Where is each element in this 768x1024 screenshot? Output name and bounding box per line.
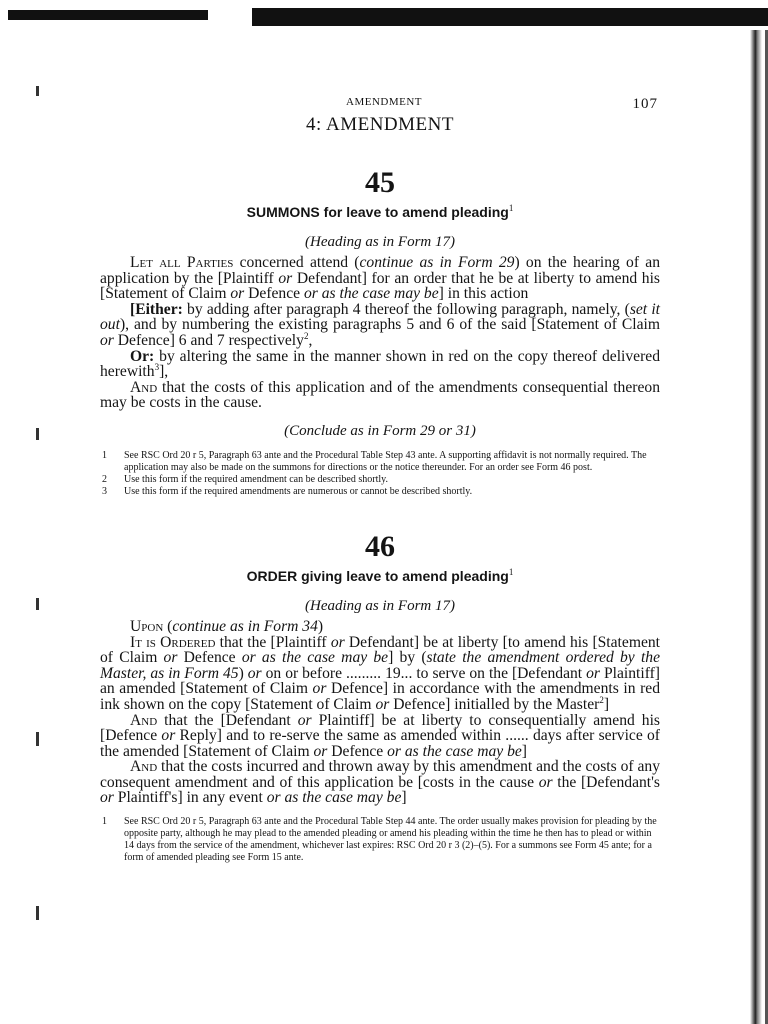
form-45-title-rest: for leave to amend pleading xyxy=(319,204,509,220)
form-45-title xyxy=(100,204,660,222)
scan-mark xyxy=(36,598,39,610)
scan-edge-top xyxy=(252,8,768,26)
form-46-paragraph-2: It is Ordered that the [Plaintiff or Defendant] be at liberty [to amend his [Statement of Claim or Defence or as the case may be] by (state the amendment ordered by the Master, as in Form 45) or on or before ......... 19... to serve on the [Defendant or Plaintiff] an amended [Statement of Claim or Defence] in accordance with the amendments in red ink shown on the copy [Statement of Claim or Defence] initialled by the Master$^2$] xyxy=(100,633,660,713)
footnote: 2 Use this form if the required amendment can be described shortly. xyxy=(102,473,388,485)
book-page xyxy=(100,88,660,864)
scan-edge-top-left xyxy=(8,10,208,20)
form-45-paragraph-2: [Either: by adding after paragraph 4 thereof the following paragraph, namely, (set it out), and by numbering the existing paragraphs 5 and 6 of the said [Statement of Claim or Defence] 6 and 7 respectively$^2$, xyxy=(100,300,660,349)
form-46-title xyxy=(100,568,660,586)
scan-mark xyxy=(36,86,39,96)
form-46-paragraph-1: Upon (continue as in Form 34) xyxy=(130,617,324,635)
page-number: 107 xyxy=(632,96,658,112)
footnote-ref: 1 xyxy=(508,566,514,577)
footnote-ref: 1 xyxy=(508,203,514,213)
scan-edge-right xyxy=(750,30,762,1024)
footnote: 1 See RSC Ord 20 r 5, Paragraph 63 ante and the Procedural Table Step 43 ante. A supporting affidavit is not normally required. The application may also be made on the summons for directions or the notice thereunder. For an order see Form 46 post. xyxy=(102,449,647,473)
form-45-paragraph-3: Or: by altering the same in the manner shown in red on the copy thereof delivered herewith$^3$], xyxy=(100,347,660,381)
form-46-footnotes xyxy=(100,816,660,864)
chapter-title: 4: AMENDMENT xyxy=(306,114,454,135)
footnote: 3 Use this form if the required amendments are numerous or cannot be described shortly. xyxy=(102,485,473,497)
scan-mark xyxy=(36,428,39,440)
form-46-title-rest: giving leave to amend pleading xyxy=(297,567,509,584)
form-45-body xyxy=(100,255,660,411)
running-head xyxy=(100,88,660,110)
scan-mark xyxy=(36,906,39,920)
footnote: 1 See RSC Ord 20 r 5, Paragraph 63 ante and the Procedural Table Step 44 ante. The order usually makes provision for pleading by the opposite party, although he may plead to the amended pleading or amend his pleading within the time he then has to plead or within 14 days from the service of the amendment, whichever last expires: RSC Ord 20 r 3 (2)–(5). For a summons see Form 45 ante; for a form of amended pleading see Form 15 ante. xyxy=(102,816,657,864)
running-head-title: AMENDMENT xyxy=(346,96,422,108)
form-46-heading: (Heading as in Form 17) xyxy=(305,597,455,614)
form-45-title-bold: SUMMONS xyxy=(246,204,320,220)
form-45-paragraph-1: Let all Parties concerned attend (continue as in Form 29) on the hearing of an application by the [Plaintiff or Defendant] for an order that he be at liberty to amend his [Statement of Claim or Defence or as the case may be] in this action xyxy=(100,254,661,303)
form-46-body xyxy=(100,619,660,806)
form-45-heading: (Heading as in Form 17) xyxy=(305,234,455,250)
form-46-paragraph-3: And that the [Defendant or Plaintiff] be at liberty to consequentially amend his [Defence or Reply] and to re-serve the same as amended within ...... days after service of the amended [Statement of Claim or Defence or as the case may be] xyxy=(100,711,660,760)
form-45-conclude: (Conclude as in Form 29 or 31) xyxy=(284,422,476,439)
form-46-paragraph-4: And that the costs incurred and thrown away by this amendment and the costs of any consequent amendment and of this application be [costs in the cause or the [Defendant's or Plaintiff's] in any event or as the case may be] xyxy=(100,758,660,807)
form-46-number: 46 xyxy=(365,529,395,563)
scan-mark xyxy=(36,732,39,746)
form-45-number: 45 xyxy=(365,166,395,199)
form-45-footnotes xyxy=(100,450,660,498)
form-46-title-bold: ORDER xyxy=(246,567,298,584)
form-45-paragraph-4: And that the costs of this application and of the amendments consequential thereon may be costs in the cause. xyxy=(100,378,660,412)
